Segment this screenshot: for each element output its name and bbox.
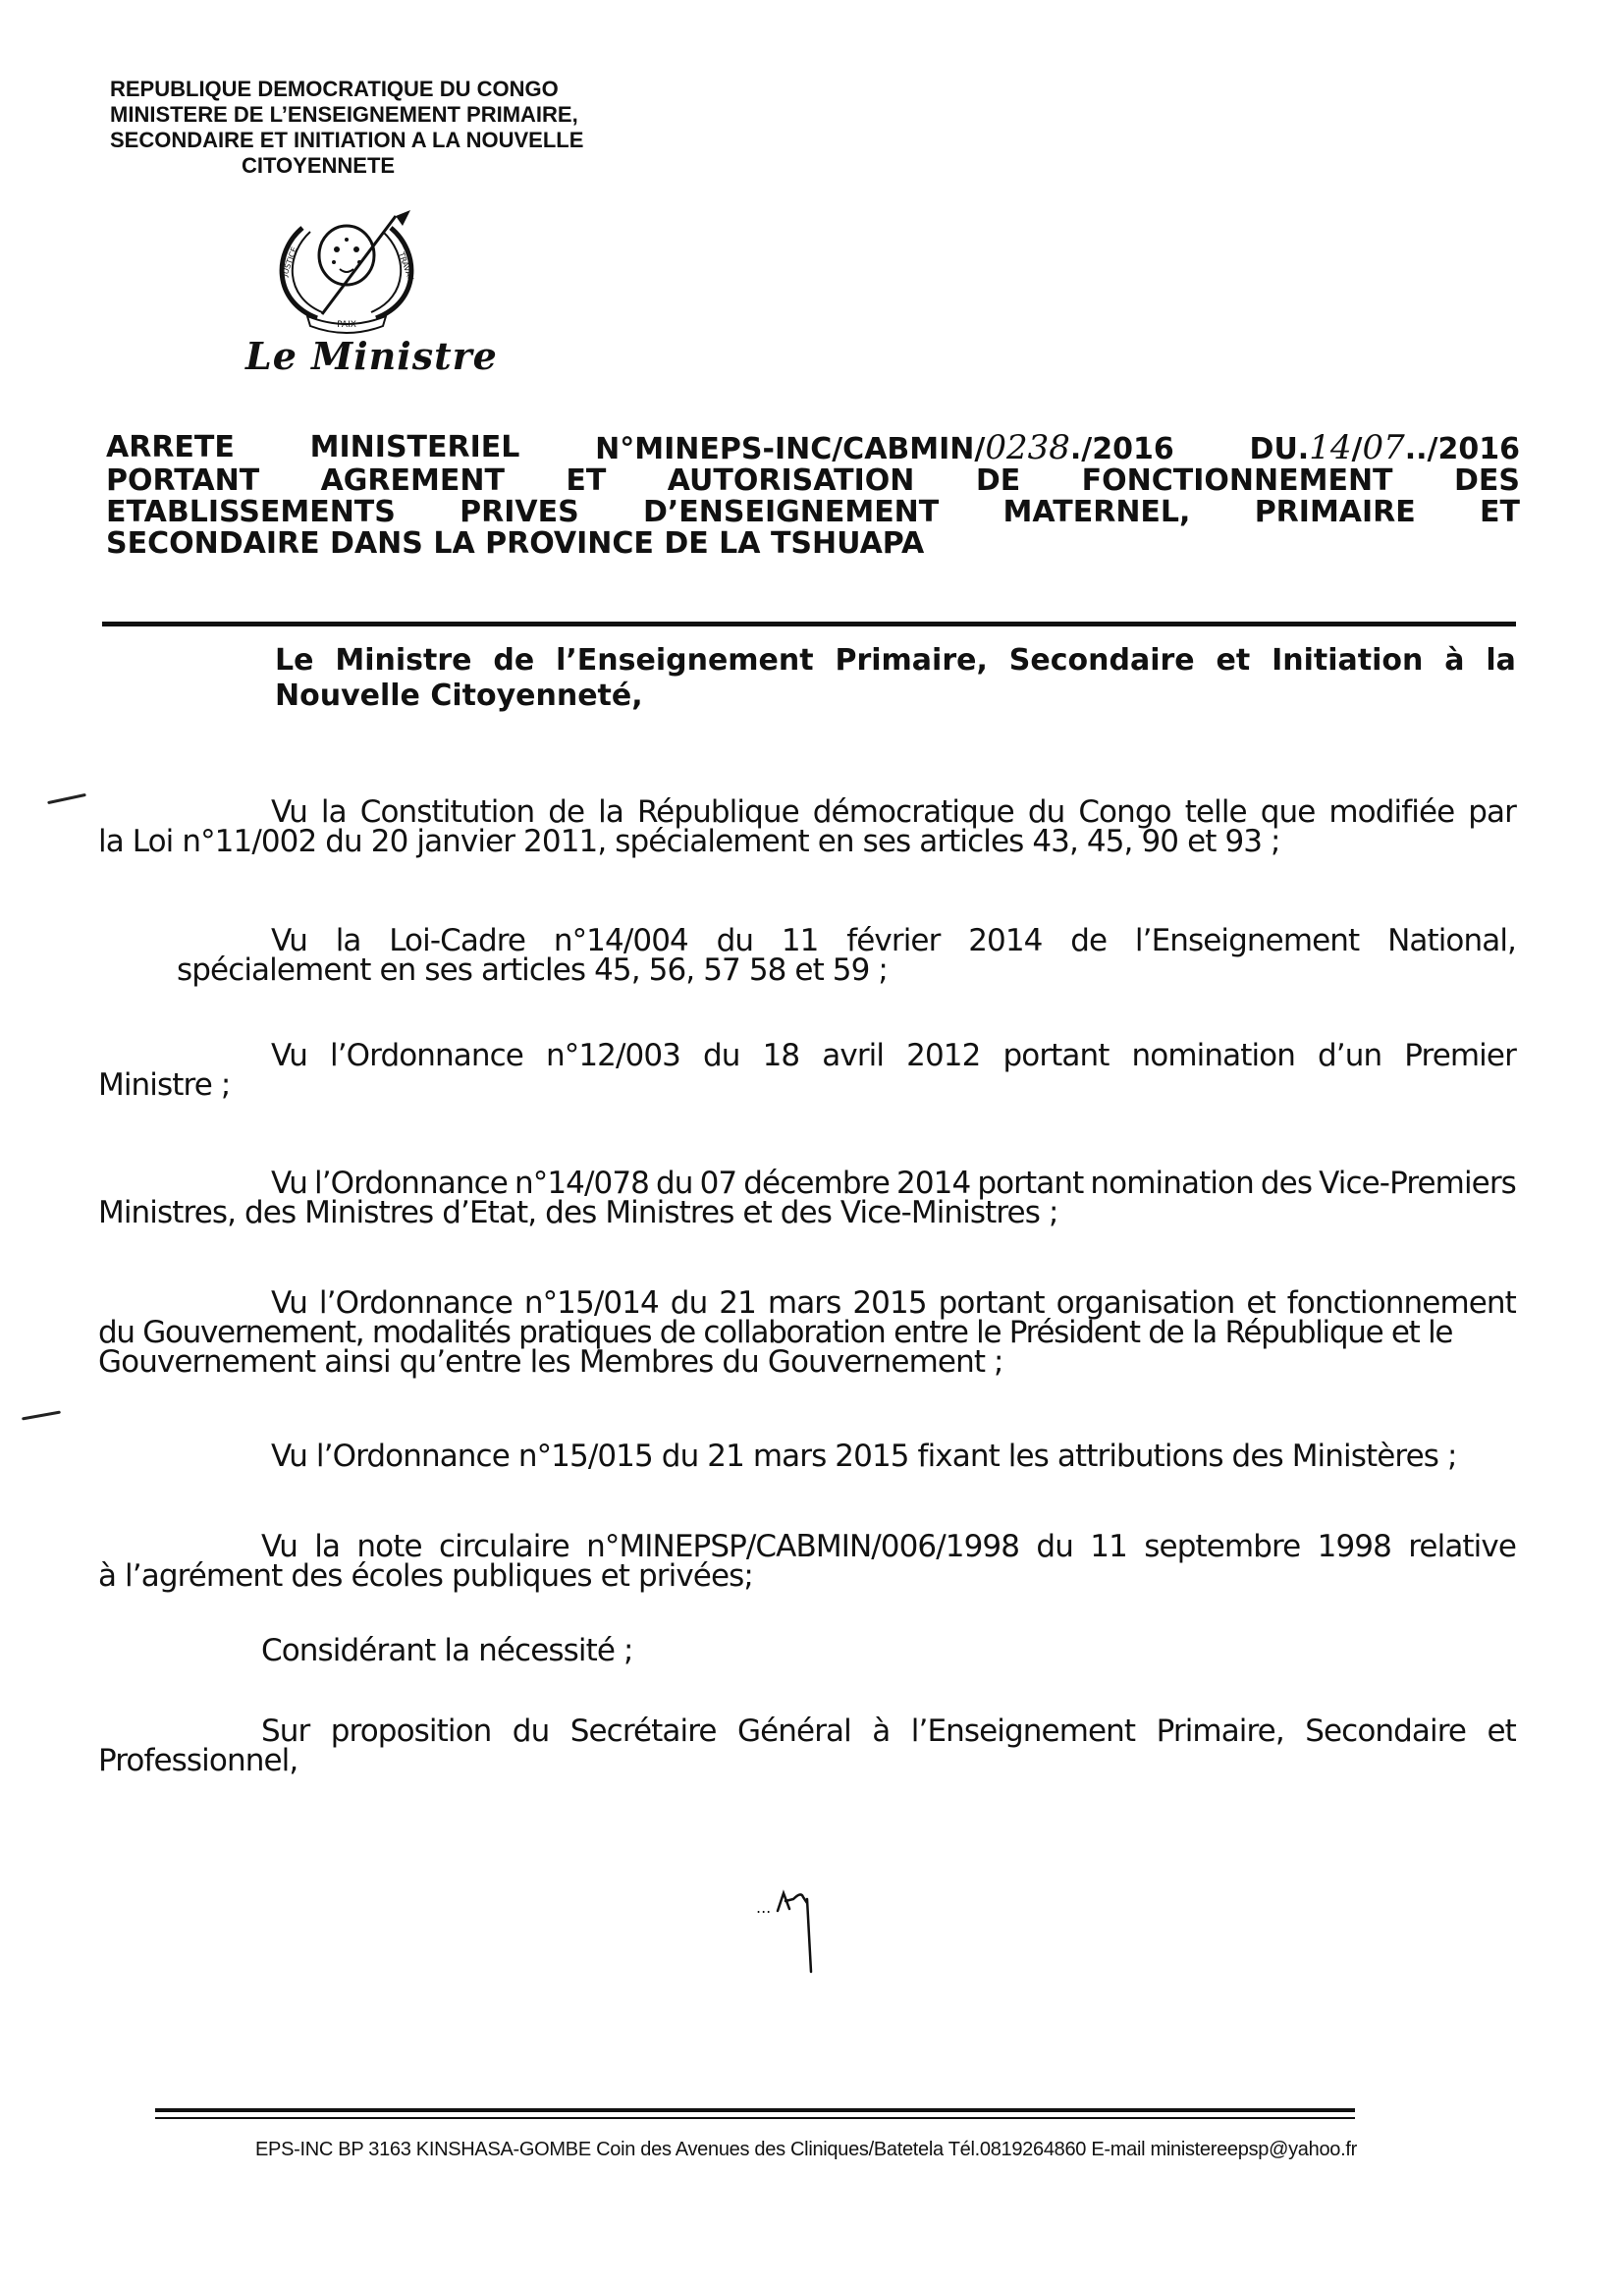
word: avril [822,1038,885,1073]
drc-coat-of-arms-icon [263,208,430,338]
word: l’Ordonnance [313,1166,508,1201]
word: de [1070,923,1108,958]
decree-word: PORTANT [106,463,260,498]
word: Premier [1404,1038,1516,1073]
word: 2015 [852,1285,927,1321]
word: Primaire, [1156,1714,1284,1749]
word: la [314,1529,341,1564]
letterhead-line: SECONDAIRE ET INITIATION A LA NOUVELLE [110,128,584,152]
margin-punch-mark [47,793,86,804]
decree-ref-prefix: N°MINEPS-INC/CABMIN/ [595,432,986,466]
minister-title-line-1 [275,643,1516,679]
word: n°15/014 [523,1285,659,1321]
title-word: Primaire, [835,643,988,678]
paragraph-line: Gouvernement ainsi qu’entre les Membres du Gouvernement ; [98,1344,1003,1380]
title-word: Le [275,643,314,678]
word: à [872,1714,891,1749]
title-word: la [1486,643,1516,678]
footer-divider [155,2108,1355,2112]
word: la [598,794,623,830]
decree-line-4: SECONDAIRE DANS LA PROVINCE DE LA TSHUAPA [106,526,925,561]
word: 11 [781,923,819,958]
word: 1998 [1317,1529,1391,1564]
paragraph-line [98,1714,1516,1749]
word: du [716,923,754,958]
decree-line-2 [106,465,1520,497]
word: du [656,1166,693,1201]
paragraph-line [98,794,1516,830]
word: National, [1387,923,1516,958]
paragraph-line [98,1038,1516,1073]
preamble-paragraph [98,1529,1516,1594]
word: n°14/004 [553,923,688,958]
decree-word: AUTORISATION [667,463,915,498]
word: et [1246,1285,1275,1321]
word: 11 [1090,1529,1127,1564]
word: décembre [743,1166,890,1201]
decree-word: ET [566,463,607,498]
word: septembre [1144,1529,1301,1564]
word: Vu [261,1529,298,1564]
decree-word: D’ENSEIGNEMENT [642,495,940,529]
decree-word: PRIMAIRE [1254,495,1416,529]
word: que [1260,794,1316,830]
word: février [846,923,941,958]
title-word: Secondaire [1008,643,1195,678]
paragraph-line: Ministres, des Ministres d’Etat, des Ministres et des Vice-Ministres ; [98,1195,1058,1230]
paragraph-line: à l’agrément des écoles publiques et privées; [98,1558,753,1594]
title-word: l’Enseignement [556,643,814,678]
title-word: Initiation [1272,643,1424,678]
word: 2014 [896,1166,971,1201]
word: Congo [1078,794,1171,830]
preamble-paragraph [98,1038,1516,1103]
word: telle [1184,794,1247,830]
word: l’Ordonnance [318,1285,513,1321]
handwritten-day: 14 [1309,428,1352,467]
preamble-paragraph [98,794,1516,859]
decree-word: PRIVES [460,495,579,529]
paragraph-line: la Loi n°11/002 du 20 janvier 2011, spécialement en ses articles 43, 45, 90 et 93 ; [98,824,1280,859]
word: nomination [1131,1038,1295,1073]
word: 21 [719,1285,756,1321]
decree-ref-year: ./2016 [1069,432,1174,466]
footer-contact: EPS-INC BP 3163 KINSHASA-GOMBE Coin des Avenues des Cliniques/Batetela Tél.0819264860 E-mail ministereepsp@yahoo.fr [255,2139,1357,2160]
word: circulaire [439,1529,569,1564]
decree-word: FONCTIONNEMENT [1081,463,1393,498]
word: du [670,1285,708,1321]
minister-title [275,643,1516,714]
initials-dots: ... [756,1898,772,1917]
word: Loi-Cadre [389,923,526,958]
minister-signature-title: Le Ministre [245,334,498,378]
preamble-paragraph [98,1714,1516,1778]
margin-punch-mark [22,1411,61,1421]
word: portant [938,1285,1045,1321]
letterhead-line: REPUBLIQUE DEMOCRATIQUE DU CONGO [110,77,559,101]
word: d’un [1318,1038,1382,1073]
title-word: Ministre [335,643,472,678]
preamble-paragraph [98,923,1516,988]
word: du [703,1038,740,1073]
word: relative [1408,1529,1516,1564]
paragraph-line: Professionnel, [98,1743,298,1778]
word: République [636,794,799,830]
word: démocratique [812,794,1014,830]
title-word: et [1216,643,1251,678]
word: l’Enseignement [910,1714,1136,1749]
word: organisation [1056,1285,1235,1321]
heading-divider [102,622,1516,626]
word: l’Ordonnance [329,1038,523,1073]
decree-date-year: ../2016 [1404,432,1520,466]
decree-line-1 [106,428,1520,467]
word: 07 [699,1166,737,1201]
word: Sur [261,1714,310,1749]
letterhead-line: MINISTERE DE L’ENSEIGNEMENT PRIMAIRE, [110,102,578,127]
paragraph-line: Ministre ; [98,1067,231,1103]
footer-divider-thin [155,2117,1355,2119]
minister-title-line-2: Nouvelle Citoyenneté, [275,679,643,713]
paragraph-line: du Gouvernement, modalités pratiques de collaboration entre le Président de la République et le [98,1315,1453,1350]
title-word: de [493,643,535,678]
word: Secrétaire [569,1714,717,1749]
handwritten-month: 07 [1362,428,1405,467]
word: Vu [271,1166,307,1201]
word: Vu [271,1285,307,1321]
word: par [1468,794,1516,830]
title-word: à [1444,643,1465,678]
paragraph-line [98,1529,1516,1564]
word: du [1027,794,1065,830]
motto-left: JUSTICE [280,245,299,278]
word: du [512,1714,550,1749]
word: proposition [330,1714,492,1749]
handwritten-ref-number: 0238 [985,428,1070,467]
letterhead [110,77,699,179]
decree-word: DES [1453,463,1520,498]
word: des [1260,1166,1313,1201]
word: mars [767,1285,841,1321]
preamble-paragraph [98,1285,1516,1380]
word: n°MINEPSP/CABMIN/006/1998 [586,1529,1020,1564]
word: la [320,794,347,830]
motto-banner: PAIX [337,320,356,330]
word: n°14/078 [514,1166,649,1201]
word: Constitution [359,794,535,830]
decree-word: ET [1480,495,1520,529]
word: la [335,923,361,958]
decree-line-3 [106,497,1520,528]
word: portant [1002,1038,1110,1073]
word: Vu [271,794,307,830]
decree-word: ARRETE [106,430,235,464]
decree-word: MINISTERIEL [309,430,520,464]
preamble-paragraph [98,1439,1516,1474]
decree-reference [595,428,1174,467]
word: fonctionnement [1286,1285,1516,1321]
word: nomination [1090,1166,1254,1201]
paragraph-line [98,1166,1516,1201]
word: Général [736,1714,851,1749]
word: Vu [271,1038,307,1073]
handwritten-initials [756,1883,835,1977]
decree-du-label: DU. [1249,432,1310,466]
preamble-paragraph [98,1166,1516,1230]
word: Secondaire [1305,1714,1467,1749]
decree-word: DE [975,463,1021,498]
word: n°12/003 [545,1038,680,1073]
motto-right: TRAVAIL [397,250,416,285]
word: 18 [762,1038,800,1073]
decree-word: AGREMENT [320,463,505,498]
paragraph-line: Vu l’Ordonnance n°15/015 du 21 mars 2015 fixant les attributions des Ministères ; [271,1439,1457,1474]
paragraph-line: Considérant la nécessité ; [261,1633,633,1668]
letterhead-line: CITOYENNETE [242,153,396,178]
paragraph-line [98,1285,1516,1321]
word: Vu [271,923,307,958]
word: 2014 [968,923,1043,958]
word: note [356,1529,422,1564]
word: et [1487,1714,1516,1749]
decree-date: DU.14/07../2016 [1249,428,1520,467]
word: Vice-Premiers [1319,1166,1516,1201]
word: modifiée [1328,794,1455,830]
word: 2012 [906,1038,981,1073]
preamble-paragraph [98,1633,1516,1668]
decree-word: MATERNEL, [1002,495,1191,529]
decree-word: ETABLISSEMENTS [106,495,396,529]
word: de [548,794,585,830]
paragraph-line [98,923,1516,958]
word: l’Enseignement [1134,923,1360,958]
decree-heading [106,428,1520,561]
word: du [1036,1529,1073,1564]
word: portant [977,1166,1084,1201]
paragraph-line: spécialement en ses articles 45, 56, 57 58 et 59 ; [177,952,888,988]
